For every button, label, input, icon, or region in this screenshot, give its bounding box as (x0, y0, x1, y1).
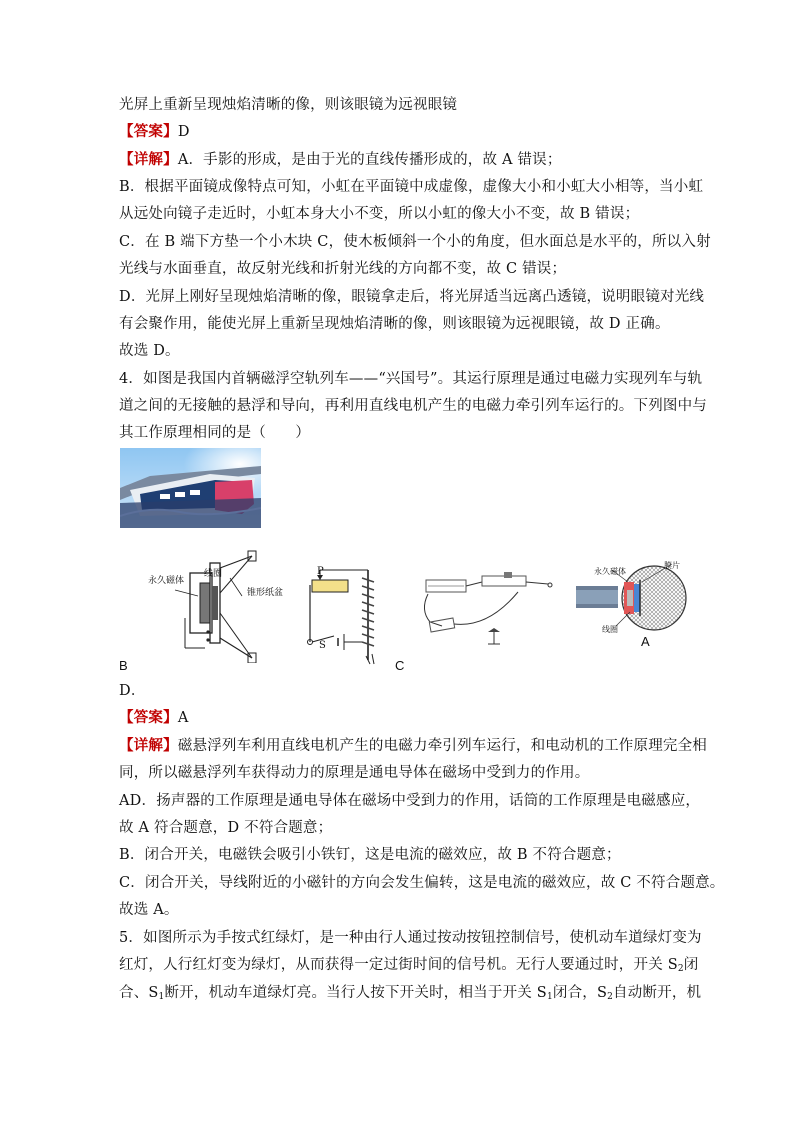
text-line: 故选 D。 (119, 343, 180, 359)
answer-tag: 【答案】 (119, 709, 178, 726)
detail-line (119, 736, 707, 756)
detail-text: 磁悬浮列车利用直线电机产生的电磁力牵引列车运行，和电动机的工作原理完全相 (177, 738, 708, 754)
text-line: B．闭合开关，电磁铁会吸引小铁钉，这是电流的磁效应，故 B 不符合题意； (119, 847, 621, 863)
subscript: 2 (677, 964, 684, 974)
speaker-cone-label: 锥形纸盆 (247, 588, 284, 598)
microphone-drawing (572, 560, 692, 650)
question-4-line: 道之间的无接触的悬浮和导向，再利用直线电机产生的电磁力牵引列车运行的。下列图中与 (119, 398, 707, 414)
q5-text: 闭 (683, 957, 699, 973)
electromagnet-s-label: S (319, 640, 326, 651)
speaker-magnet-label: 永久磁体 (148, 576, 185, 586)
maglev-train-photo (120, 448, 261, 528)
q5-text: 红灯，人行红灯变为绿灯，从而获得一定过街时间的信号机。无行人要通过时，开关 S (119, 957, 678, 973)
text-line: D．光屏上刚好呈现烛焰清晰的像，眼镜拿走后，将光屏适当远离凸透镜，说明眼镜对光线 (119, 289, 705, 305)
question-5-line (119, 983, 701, 1007)
electromagnet-p-label: P (317, 566, 324, 577)
mic-diaphragm-label: 膜片 (664, 561, 680, 570)
q5-text: 断开，机动车道绿灯亮。当行人按下开关时，相当于开关 S (164, 985, 547, 1001)
text-line: 有会聚作用，能使光屏上重新呈现烛焰清晰的像，则该眼镜为远视眼镜，故 D 正确。 (119, 316, 670, 332)
text-line: 光屏上重新呈现烛焰清晰的像，则该眼镜为远视眼镜 (119, 97, 458, 113)
subscript: 1 (158, 992, 165, 1002)
answer-line (119, 122, 190, 142)
text-line: 光线与水面垂直，故反射光线和折射光线的方向都不变，故 C 错误； (119, 261, 567, 277)
detail-text: A．手影的形成，是由于光的直线传播形成的，故 A 错误； (177, 152, 562, 168)
detail-tag: 【详解】 (119, 151, 178, 168)
question-5-line (119, 955, 698, 979)
answer-line (119, 708, 188, 728)
text-line: 故选 A。 (119, 902, 179, 918)
question-4-line: 4．如图是我国内首辆磁浮空轨列车——“兴国号”。其运行原理是通过电磁力实现列车与轨 (119, 371, 703, 387)
question-4-line: 其工作原理相同的是（ ） (119, 425, 311, 441)
figure-label-c: C (395, 658, 405, 673)
detail-tag: 【详解】 (119, 737, 178, 754)
speaker-coil-label: 线圈 (204, 569, 223, 579)
subscript: 2 (607, 992, 614, 1002)
q5-text: 合、S (119, 985, 159, 1001)
q5-text: 自动断开，机 (613, 985, 702, 1001)
text-line: AD．扬声器的工作原理是通电导体在磁场中受到力的作用，话筒的工作原理是电磁感应， (119, 793, 701, 809)
figure-label-a: A (641, 634, 650, 649)
figure-label-b: B (119, 658, 128, 673)
detail-line (119, 150, 562, 170)
mic-magnet-label: 永久磁体 (594, 567, 626, 576)
text-line: 故 A 符合题意，D 不符合题意； (119, 820, 333, 836)
answer-value: A (177, 710, 189, 726)
answer-value: D (177, 124, 190, 140)
question-5-line: 5．如图所示为手按式红绿灯，是一种由行人通过按动按钮控制信号，使机动车道绿灯变为 (119, 930, 702, 946)
text-line: 同，所以磁悬浮列车获得动力的原理是通电导体在磁场中受到力的作用。 (119, 765, 590, 781)
option-d-line: D． (119, 683, 146, 699)
text-line: C．闭合开关，导线附近的小磁针的方向会发生偏转，这是电流的磁效应，故 C 不符合题意。 (119, 875, 725, 891)
text-line: C．在 B 端下方垫一个小木块 C，使木板倾斜一个小的角度，但水面总是水平的，所以入射 (119, 234, 711, 250)
answer-tag: 【答案】 (119, 123, 178, 140)
text-line: 从远处向镜子走近时，小虹本身大小不变，所以小虹的像大小不变，故 B 错误； (119, 206, 640, 222)
electromagnet-drawing (300, 560, 390, 670)
q5-text: 闭合，S (552, 985, 608, 1001)
text-line: B．根据平面镜成像特点可知，小虹在平面镜中成虚像，虚像大小和小虹大小相等，当小虹 (119, 179, 704, 195)
mic-coil-label: 线圈 (602, 625, 618, 634)
subscript: 1 (546, 992, 553, 1002)
compass-experiment-drawing (418, 568, 558, 648)
